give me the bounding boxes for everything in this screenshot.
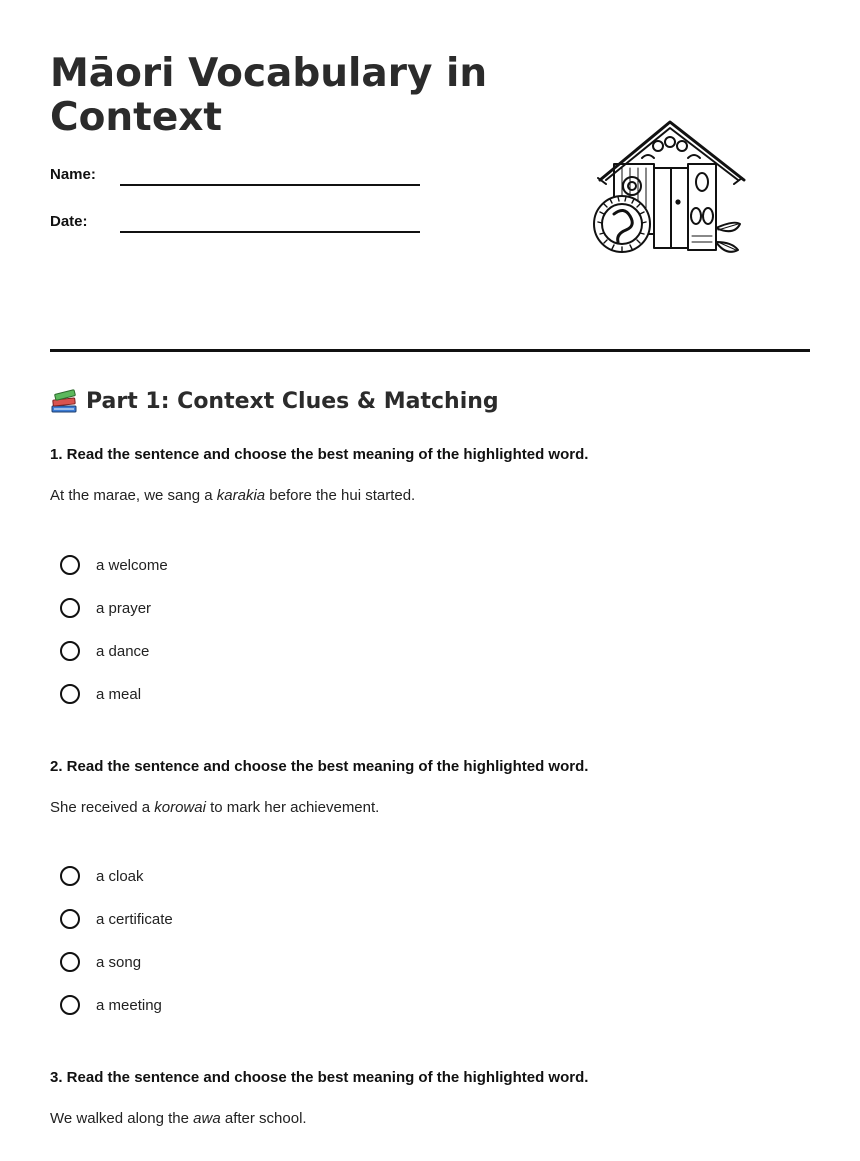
sentence-text: She received a <box>50 799 155 816</box>
name-label: Name: <box>50 166 96 183</box>
question-sentence <box>50 487 415 504</box>
option-label: a cloak <box>96 867 144 885</box>
option-label: a welcome <box>96 556 168 574</box>
answer-option[interactable] <box>60 595 151 621</box>
question-sentence <box>50 1110 307 1127</box>
option-label: a meal <box>96 685 142 703</box>
section-divider <box>50 349 810 352</box>
answer-option[interactable] <box>60 906 173 932</box>
option-label: a dance <box>96 642 150 660</box>
radio-button[interactable] <box>60 909 80 929</box>
answer-option[interactable] <box>60 552 168 578</box>
question-prompt: 3. Read the sentence and choose the best meaning of the highlighted word. <box>50 1069 589 1086</box>
option-label: a certificate <box>96 910 173 928</box>
question-prompt: 2. Read the sentence and choose the best meaning of the highlighted word. <box>50 758 589 775</box>
part1-heading <box>50 388 499 414</box>
date-label: Date: <box>50 213 88 230</box>
sentence-text: We walked along the <box>50 1110 194 1127</box>
answer-option[interactable] <box>60 638 149 664</box>
option-label: a meeting <box>96 996 162 1014</box>
name-field <box>50 166 430 190</box>
answer-option[interactable] <box>60 863 144 889</box>
option-label: a song <box>96 953 142 971</box>
sentence-text: after school. <box>220 1110 307 1127</box>
highlighted-word: korowai <box>154 799 206 816</box>
answer-option[interactable] <box>60 992 162 1018</box>
answer-option[interactable] <box>60 681 141 707</box>
radio-button[interactable] <box>60 952 80 972</box>
name-blank-line[interactable] <box>120 184 420 186</box>
radio-button[interactable] <box>60 995 80 1015</box>
wharenui-meeting-house-icon <box>592 118 748 258</box>
option-label: a prayer <box>96 599 152 617</box>
highlighted-word: karakia <box>216 487 266 504</box>
date-blank-line[interactable] <box>120 231 420 233</box>
question-prompt: 1. Read the sentence and choose the best meaning of the highlighted word. <box>50 446 589 463</box>
sentence-text: to mark her achievement. <box>205 799 380 816</box>
radio-button[interactable] <box>60 555 80 575</box>
page-title: Māori Vocabulary in Context <box>50 51 488 140</box>
sentence-text: before the hui started. <box>265 487 416 504</box>
part1-heading-text: Part 1: Context Clues & Matching <box>86 388 499 414</box>
radio-button[interactable] <box>60 641 80 661</box>
highlighted-word: awa <box>193 1110 221 1127</box>
date-field <box>50 213 430 237</box>
books-icon <box>50 388 78 414</box>
radio-button[interactable] <box>60 866 80 886</box>
question-sentence <box>50 799 379 816</box>
answer-option[interactable] <box>60 949 141 975</box>
sentence-text: At the marae, we sang a <box>50 487 217 504</box>
radio-button[interactable] <box>60 598 80 618</box>
radio-button[interactable] <box>60 684 80 704</box>
